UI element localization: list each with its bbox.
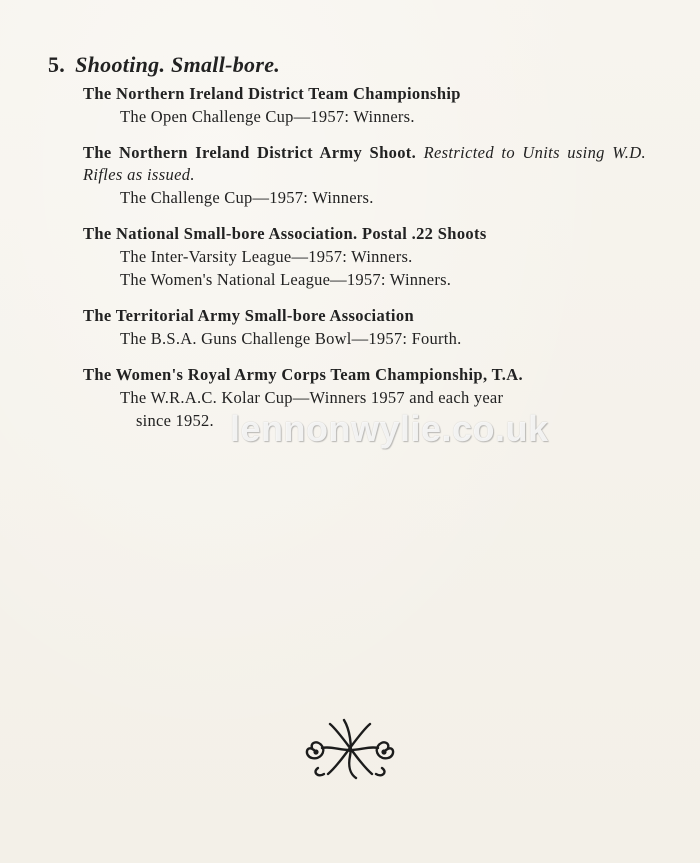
watermark: lennonwylie.co.uk xyxy=(230,408,549,449)
entry-title: The National Small-bore Association. Postal .22 Shoots xyxy=(83,224,487,243)
entry-line: The B.S.A. Guns Challenge Bowl—1957: Fourth. xyxy=(120,329,462,348)
entry-line: The Inter-Varsity League—1957: Winners. xyxy=(120,247,413,266)
entry-line: since 1952. xyxy=(136,411,214,430)
entry-title: The Northern Ireland District Team Championship xyxy=(83,84,461,103)
entry-title: The Northern Ireland District Army Shoot. xyxy=(83,143,417,162)
section-number: 5. xyxy=(48,52,66,77)
section-title: Shooting. Small-bore. xyxy=(75,52,281,77)
entry-line: The Challenge Cup—1957: Winners. xyxy=(120,188,374,207)
entries-list xyxy=(83,83,646,446)
entry-title-with-note xyxy=(83,142,646,186)
entry-ta-smallbore xyxy=(83,305,646,350)
entry-ni-district-army-shoot xyxy=(83,142,646,209)
entry-nsra-postal xyxy=(83,223,646,291)
entry-note: Restricted to Units using W.D. Rifles as issued. xyxy=(83,143,647,184)
monogram-flourish-icon xyxy=(300,716,400,782)
entry-line: The W.R.A.C. Kolar Cup—Winners 1957 and each year xyxy=(120,388,504,407)
entry-line: The Women's National League—1957: Winners. xyxy=(120,270,452,289)
entry-title: The Women's Royal Army Corps Team Championship, T.A. xyxy=(83,365,523,384)
entry-ni-district-team xyxy=(83,83,646,128)
entry-title: The Territorial Army Small-bore Association xyxy=(83,306,414,325)
entry-line: The Open Challenge Cup—1957: Winners. xyxy=(120,107,415,126)
section-heading xyxy=(48,52,280,78)
